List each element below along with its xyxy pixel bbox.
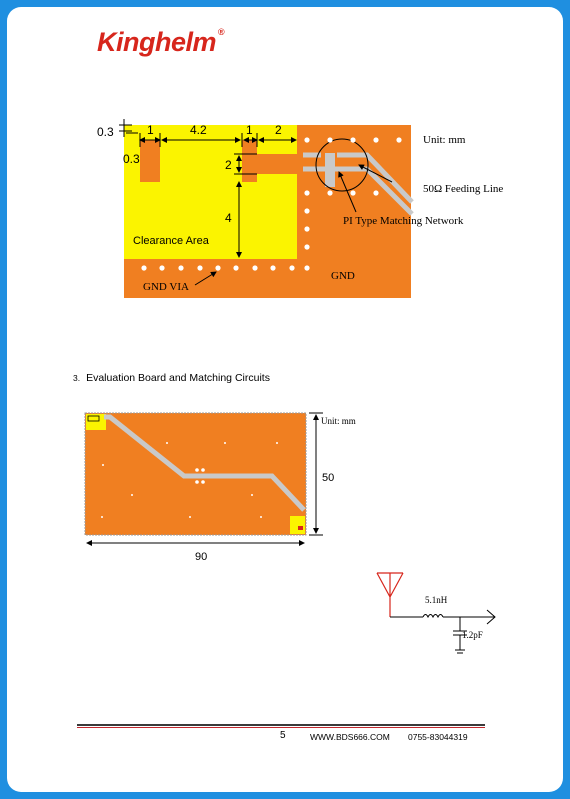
eval-unit-label: Unit: mm [321, 416, 356, 426]
document-page [7, 7, 563, 792]
pi-network-label: PI Type Matching Network [343, 215, 464, 227]
section-heading: 3. Evaluation Board and Matching Circuits [73, 372, 270, 384]
capacitor-label: 1.2pF [462, 630, 483, 640]
feeding-line-label: 50Ω Feeding Line [423, 183, 504, 195]
dim-label: 2 [275, 123, 282, 137]
gnd-label: GND [331, 270, 355, 282]
eval-height-label: 50 [322, 472, 335, 484]
antenna-layout-figure [7, 7, 563, 792]
dim-label: 1 [246, 123, 253, 137]
kinghelm-logo: Kinghelm ® [97, 27, 225, 57]
footer-rule [77, 724, 485, 726]
matching-circuit [377, 573, 495, 653]
clearance-area-label: Clearance Area [133, 235, 209, 247]
gnd-via-label: GND VIA [143, 281, 189, 293]
eval-board-feed-point [298, 526, 303, 530]
dim-label: 4 [225, 211, 232, 225]
unit-label: Unit: mm [423, 134, 466, 146]
footer-website: WWW.BDS666.COM [310, 732, 390, 742]
inductor-label: 5.1nH [425, 595, 448, 605]
dim-label: 2 [225, 158, 232, 172]
dim-label: 4.2 [190, 123, 207, 137]
dim-label: 0.3 [97, 125, 114, 139]
inductor-icon [423, 615, 443, 618]
page-number: 5 [280, 730, 286, 741]
eval-width-label: 90 [195, 551, 208, 563]
footer-rule-accent [77, 727, 485, 728]
eval-board-antenna-bottom [290, 516, 305, 534]
antenna-icon [377, 573, 403, 617]
pi-network-pad [325, 153, 335, 187]
footer-phone: 0755-83044319 [408, 732, 468, 742]
dim-label: 1 [147, 123, 154, 137]
dim-label: 0.3 [123, 152, 140, 166]
antenna-stub-right [242, 140, 257, 182]
antenna-stub-left [140, 140, 160, 182]
